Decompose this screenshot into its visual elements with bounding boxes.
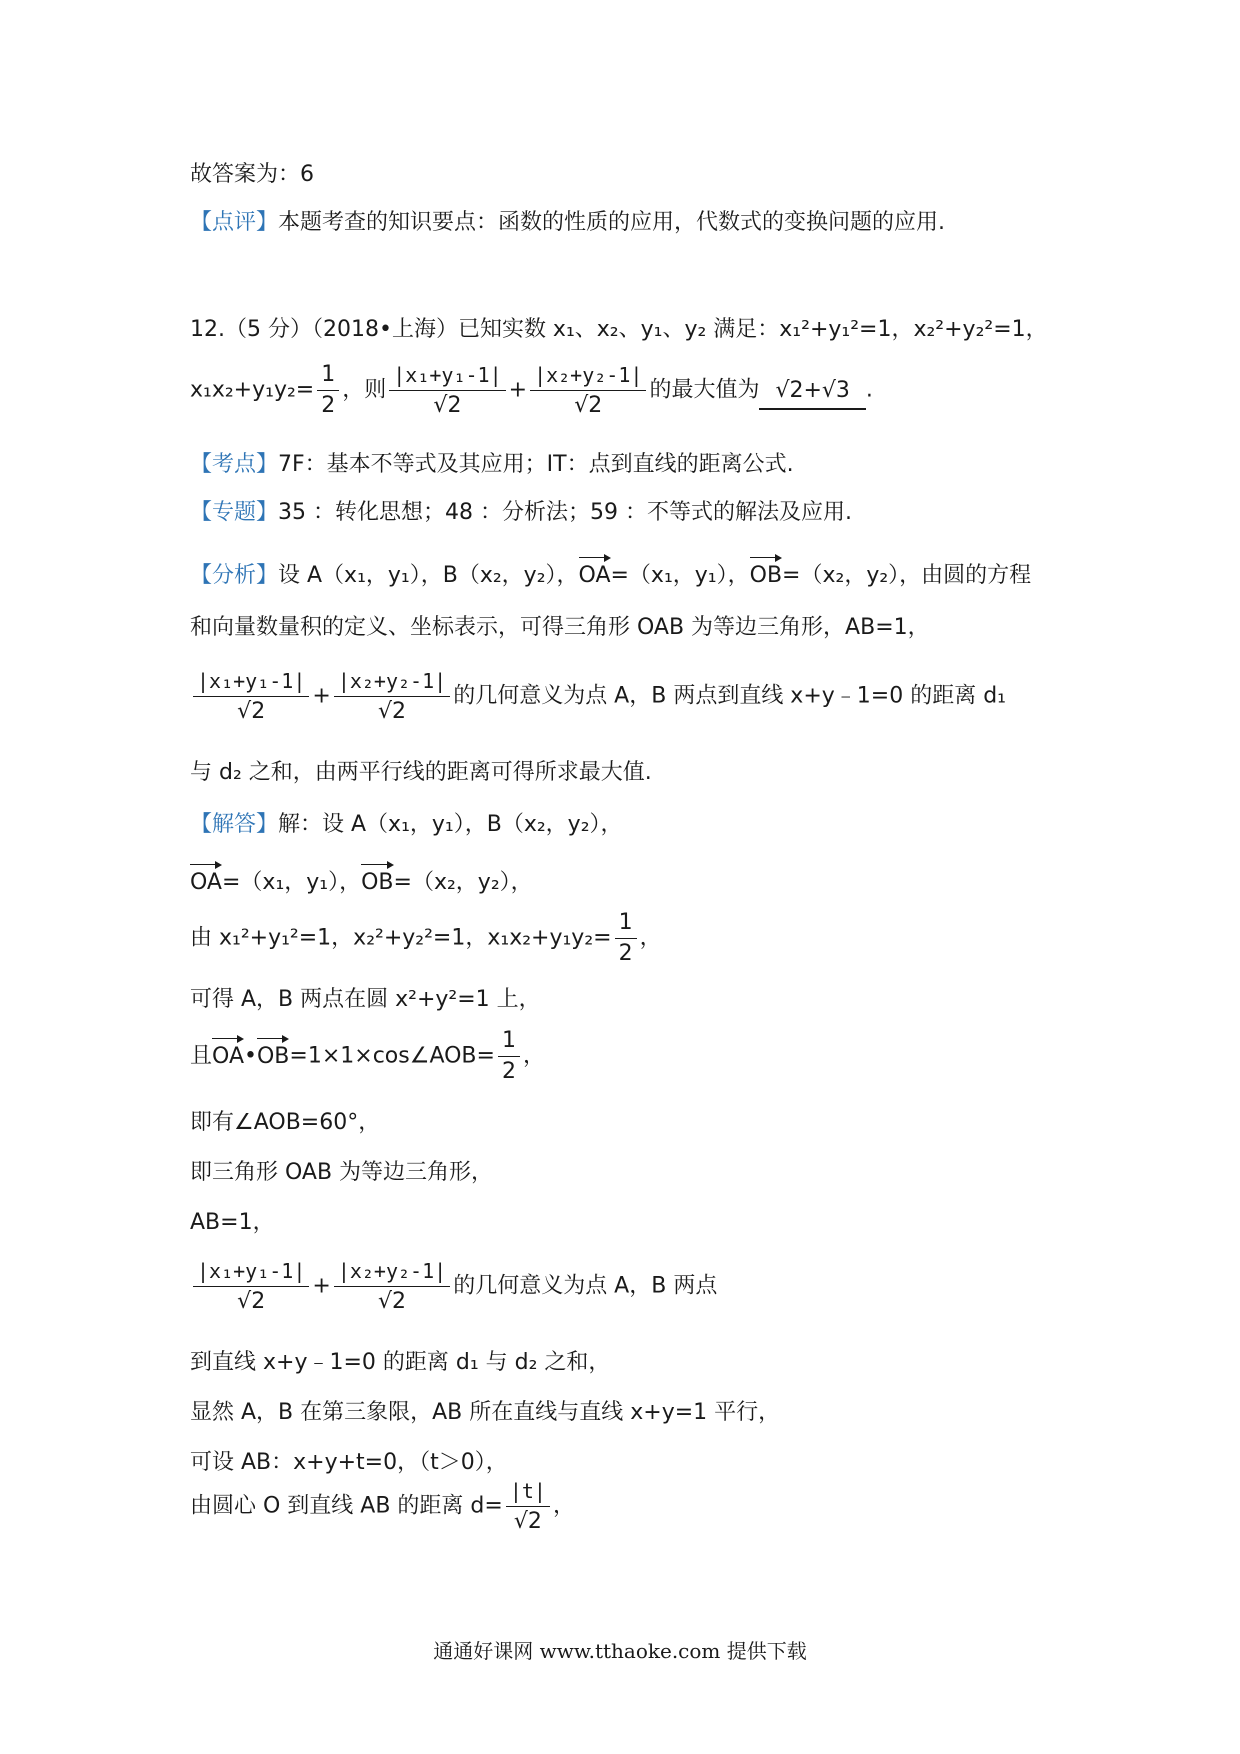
jieda-line-12: 可设 AB：x+y+t=0，（t＞0）， — [190, 1450, 508, 1475]
kaodian-line: 【考点】7F：基本不等式及其应用；IT：点到直线的距离公式. — [190, 452, 794, 477]
fenxi-line-3: $\frac{\text{|x₁+y₁-1|}}{√2}$ + $\frac{\text{|x₂+y₂-1|}}{√2}$ 的几何意义为点 A，B 两点到直线 x+y﹣1=0 的距离 d₁ — [190, 668, 1006, 725]
comment-line: 【点评】本题考查的知识要点：函数的性质的应用，代数式的变换问题的应用. — [190, 210, 946, 235]
jieda-line-11: 显然 A，B 在第三象限，AB 所在直线与直线 x+y=1 平行， — [190, 1400, 781, 1425]
kaodian-tag: 【考点】 — [190, 452, 279, 477]
zhuanti-line: 【专题】35 ：转化思想；48 ：分析法；59 ：不等式的解法及应用. — [190, 500, 852, 525]
fenxi-line-1: 【分析】设 A（x₁，y₁），B（x₂，y₂），OA=（x₁，y₁），OB=（x₂，y₂），由圆的方程 — [190, 555, 1031, 591]
jieda-line-4: 可得 A，B 两点在圆 x²+y²=1 上， — [190, 987, 541, 1012]
fenxi-line-2: 和向量数量积的定义、坐标表示，可得三角形 OAB 为等边三角形，AB=1， — [190, 615, 930, 640]
question-body: x₁x₂+y₁y₂= $\frac{1}{2}$ ，则 $\frac{\text{|x₁+y₁-1|}}{√2}$ + $\frac{\text{|x₂+y₂-1|}}{√2}$ 的最大值为 √2+√3 . — [190, 362, 873, 418]
jieda-line-6: 即有∠AOB=60°， — [190, 1110, 381, 1135]
comment-tag: 【点评】 — [190, 210, 279, 235]
jieda-line-8: AB=1， — [190, 1210, 275, 1235]
vector-oa: OA — [579, 555, 611, 591]
jieda-line-9: $\frac{\text{|x₁+y₁-1|}}{√2}$ + $\frac{\text{|x₂+y₂-1|}}{√2}$ 的几何意义为点 A，B 两点 — [190, 1258, 717, 1315]
answer-blank: √2+√3 — [759, 376, 865, 410]
jieda-tag: 【解答】 — [190, 812, 279, 837]
question-header: 12.（5 分）（2018•上海）已知实数 x₁、x₂、y₁、y₂ 满足：x₁²+y₁²=1，x₂²+y₂²=1， — [190, 317, 1048, 342]
fenxi-tag: 【分析】 — [190, 563, 279, 588]
vector-oa: OA — [190, 862, 222, 898]
vector-ob: OB — [361, 862, 393, 898]
jieda-line-1: 【解答】解：设 A（x₁，y₁），B（x₂，y₂）， — [190, 812, 623, 837]
zhuanti-tag: 【专题】 — [190, 500, 279, 525]
fraction-half: $\frac{1}{2}$ — [317, 362, 339, 419]
fraction-expr1: $\frac{\text{|x₁+y₁-1|}}{√2}$ — [389, 362, 505, 419]
jieda-line-7: 即三角形 OAB 为等边三角形， — [190, 1160, 494, 1185]
jieda-line-3: 由 x₁²+y₁²=1，x₂²+y₂²=1，x₁x₂+y₁y₂= $\frac{1}{2}$ ， — [190, 910, 662, 966]
vector-ob: OB — [750, 555, 782, 591]
jieda-line-5: 且OA•OB=1×1×cos∠AOB= $\frac{1}{2}$ ， — [190, 1028, 545, 1084]
page-footer: 通通好课网 www.tthaoke.com 提供下载 — [433, 1639, 807, 1663]
jieda-line-13: 由圆心 O 到直线 AB 的距离 d= $\frac{|t|}{√2}$ ， — [190, 1479, 575, 1534]
fenxi-line-4: 与 d₂ 之和，由两平行线的距离可得所求最大值. — [190, 760, 652, 785]
jieda-line-10: 到直线 x+y﹣1=0 的距离 d₁ 与 d₂ 之和， — [190, 1350, 611, 1375]
fraction-expr2: $\frac{\text{|x₂+y₂-1|}}{√2}$ — [530, 362, 646, 419]
answer-line: 故答案为：6 — [190, 162, 314, 187]
jieda-line-2: OA=（x₁，y₁），OB=（x₂，y₂）， — [190, 862, 533, 898]
